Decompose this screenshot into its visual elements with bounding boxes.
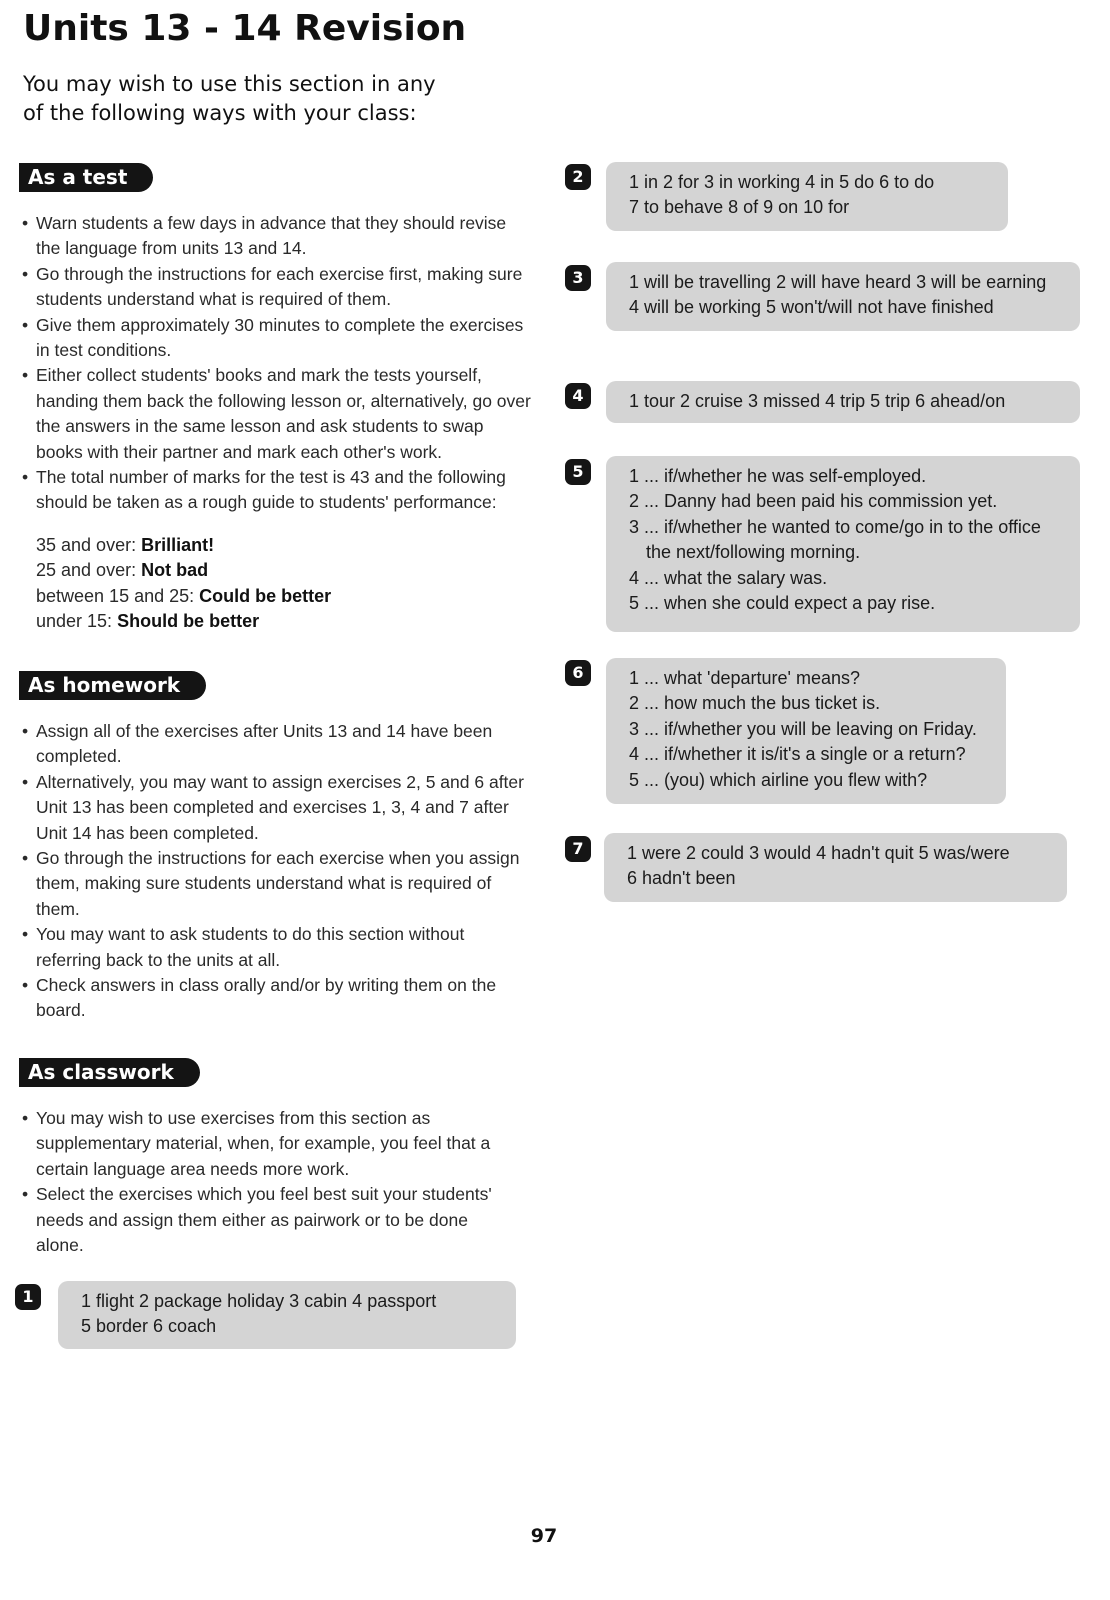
- list-item: • Go through the instructions for each exercise first, making sure students understand what is required of them.: [22, 262, 532, 313]
- answer-box-exercise-3: [606, 262, 1080, 331]
- answer-line: 1 in 2 for 3 in working 4 in 5 do 6 to do: [629, 172, 935, 192]
- answer-line: 4 ... if/whether it is/it's a single or a return?: [629, 744, 966, 765]
- section-heading-homework: As homework: [19, 671, 206, 700]
- list-item: • You may want to ask students to do this section without referring back to the units at all.: [22, 922, 527, 973]
- section-heading-test: As a test: [19, 163, 153, 192]
- answer-line: 1 ... if/whether he was self-employed.: [629, 466, 927, 486]
- exercise-number-badge: 5: [565, 459, 591, 485]
- list-item: • Check answers in class orally and/or by writing them on the board.: [22, 973, 527, 1024]
- answer-line: 3 ... if/whether you will be leaving on Friday.: [629, 718, 977, 739]
- list-item: • Either collect students' books and mark the tests yourself, handing them back the following lesson or, alternatively, go over the answers in the same lesson and ask students to swap books with their partner and mark each other's work.: [22, 363, 532, 465]
- exercise-number-badge: 4: [565, 383, 591, 409]
- answer-line: 5 border 6 coach: [81, 1316, 217, 1337]
- marks-guide: [36, 533, 331, 635]
- answer-box-exercise-6: [606, 658, 1006, 804]
- list-item: • Go through the instructions for each exercise when you assign them, making sure students understand what is required of them.: [22, 846, 527, 922]
- marks-label: Brilliant!: [141, 535, 215, 555]
- marks-label: Not bad: [141, 560, 209, 581]
- marks-label: Could be better: [199, 585, 332, 606]
- marks-range: 25 and over:: [36, 560, 137, 581]
- answer-line: the next/following morning.: [646, 542, 861, 563]
- marks-range: 35 and over:: [36, 535, 137, 555]
- exercise-number-badge: 3: [565, 265, 591, 291]
- marks-row: [36, 609, 331, 634]
- marks-range: under 15:: [36, 611, 113, 632]
- answer-box-exercise-5: [606, 456, 1080, 632]
- answer-line: 2 ... Danny had been paid his commission yet.: [629, 491, 998, 512]
- answer-line: 5 ... when she could expect a pay rise.: [629, 593, 936, 614]
- homework-bullet-list: [22, 719, 527, 1024]
- list-item: • You may wish to use exercises from this section as supplementary material, when, for example, you feel that a certain language area needs more work.: [22, 1106, 497, 1182]
- exercise-number-badge: 6: [565, 660, 591, 686]
- marks-range: between 15 and 25:: [36, 585, 195, 606]
- marks-row: [36, 558, 331, 583]
- section-heading-classwork: As classwork: [19, 1058, 200, 1087]
- answer-line: 5 ... (you) which airline you flew with?: [629, 769, 928, 790]
- exercise-number-badge: 7: [565, 836, 591, 862]
- list-item: • The total number of marks for the test is 43 and the following should be taken as a rough guide to students' performance:: [22, 465, 532, 516]
- answer-line: 4 ... what the salary was.: [629, 567, 828, 588]
- test-bullet-list: [22, 211, 532, 516]
- answer-box-exercise-2: [606, 162, 1008, 231]
- answer-box-exercise-1: [58, 1281, 516, 1349]
- list-item: • Alternatively, you may want to assign exercises 2, 5 and 6 after Unit 13 has been completed and exercises 1, 3, 4 and 7 after Unit 14 has been completed.: [22, 770, 527, 846]
- answer-line: 4 will be working 5 won't/will not have finished: [629, 297, 994, 318]
- classwork-bullet-list: [22, 1106, 497, 1258]
- answer-line: 7 to behave 8 of 9 on 10 for: [629, 197, 850, 218]
- answer-line: 1 were 2 could 3 would 4 hadn't quit 5 was/were: [627, 843, 1010, 863]
- marks-label: Should be better: [117, 611, 260, 632]
- answer-box-exercise-7: [604, 833, 1067, 902]
- marks-row: [36, 584, 331, 609]
- answer-line: 2 ... how much the bus ticket is.: [629, 693, 881, 714]
- page-number: 97: [530, 1525, 558, 1547]
- exercise-number-badge: 1: [15, 1284, 41, 1310]
- answer-line: 1 ... what 'departure' means?: [629, 668, 861, 688]
- answer-line: 1 will be travelling 2 will have heard 3 will be earning: [629, 272, 1047, 292]
- answer-line: 3 ... if/whether he wanted to come/go in to the office: [629, 516, 1041, 537]
- list-item: • Select the exercises which you feel best suit your students' needs and assign them either as pairwork or to be done alone.: [22, 1182, 497, 1258]
- page-title: Units 13 - 14 Revision: [23, 8, 467, 49]
- exercise-number-badge: 2: [565, 164, 591, 190]
- answer-box-exercise-4: [606, 381, 1080, 423]
- intro-text: You may wish to use this section in any of the following ways with your class:: [23, 72, 436, 125]
- list-item: • Warn students a few days in advance that they should revise the language from units 13 and 14.: [22, 211, 532, 262]
- answer-line: 1 tour 2 cruise 3 missed 4 trip 5 trip 6 ahead/on: [629, 391, 1006, 411]
- answer-line: 6 hadn't been: [627, 868, 736, 889]
- answer-line: 1 flight 2 package holiday 3 cabin 4 passport: [81, 1291, 437, 1311]
- marks-row: [36, 533, 331, 558]
- list-item: • Give them approximately 30 minutes to complete the exercises in test conditions.: [22, 313, 532, 364]
- list-item: • Assign all of the exercises after Units 13 and 14 have been completed.: [22, 719, 527, 770]
